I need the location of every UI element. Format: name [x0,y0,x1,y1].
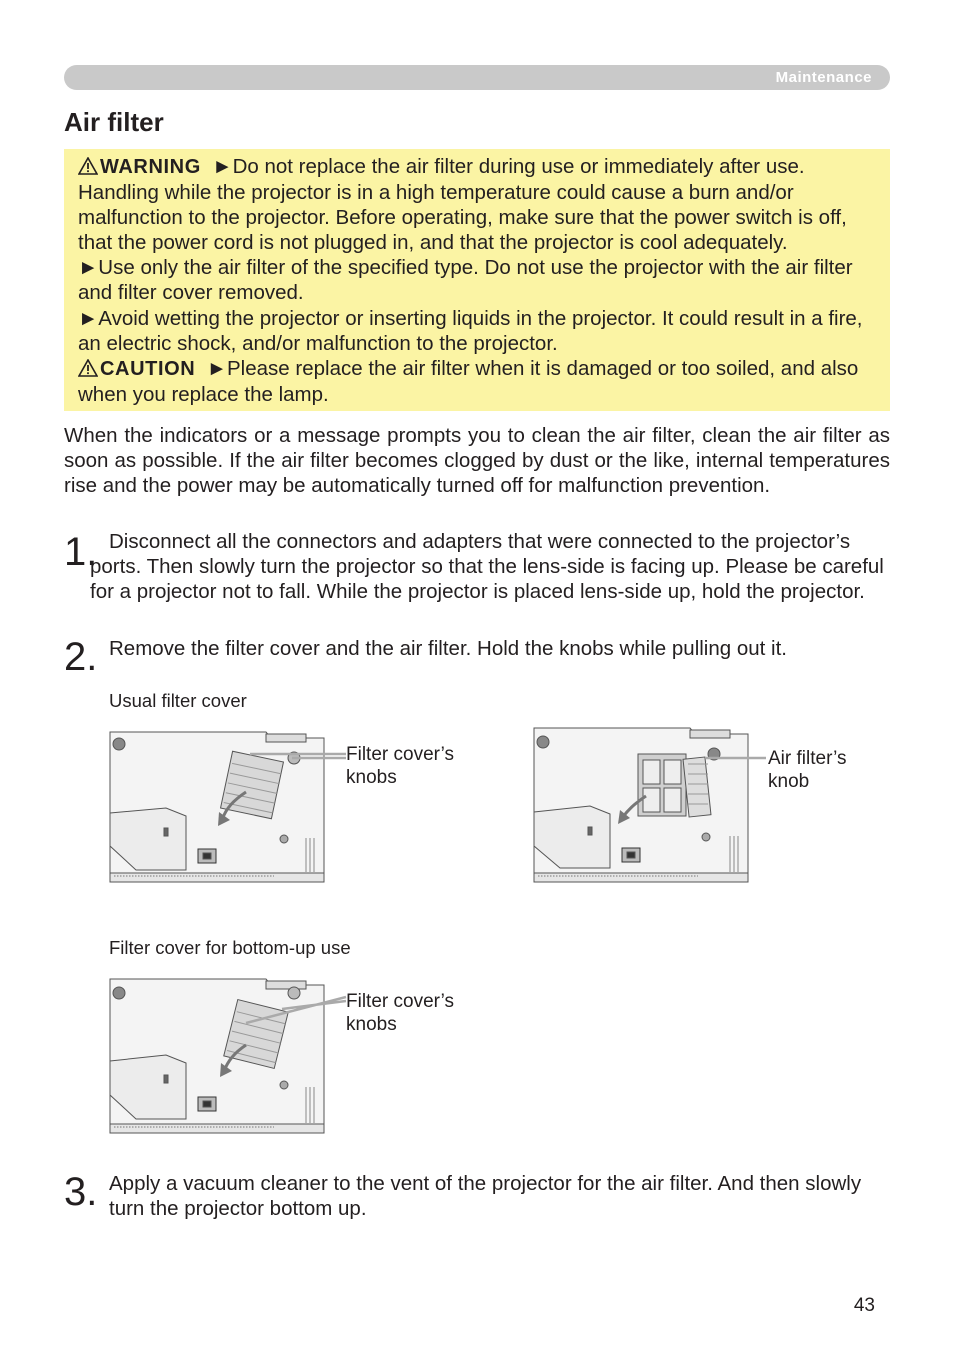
callout-filter-cover-knobs-2: Filter cover’s knobs [346,991,455,1035]
page-title: Air filter [64,107,164,137]
warning-text-2: ►Use only the air filter of the specified type. Do not use the projector with the air filter and filter cover removed. [78,256,853,305]
callout-air-filter-knob: Air filter’s knob [768,748,847,792]
section-header-bar [64,65,890,90]
step-1-text: Disconnect all the connectors and adapters that were connected to the projector’s ports. Then slowly turn the projector so that the lens-side is facing up. Please be careful for a projector not to fall. While the projector is placed lens-side up, hold the projector. [90,530,884,603]
warning-text: ►Do not replace the air filter during use or immediately after use. Handling while the projector is in a high temperature could cause a burn and/or malfunction to the projector. Before operating, make sure that the power switch is off, that the power cord is not plugged in, and that the projector is cool adequately. [78,155,847,255]
callout-filter-cover-knobs-1: Filter cover’s knobs [346,744,455,788]
warning-triangle-icon [78,157,98,175]
step-3-text: Apply a vacuum cleaner to the vent of the projector for the air filter. And then slowly turn the projector bottom up. [109,1172,862,1220]
step-2-number: 2. [64,635,98,679]
projector-bottom-diagram-usual-cover [106,728,366,894]
intro-paragraph: When the indicators or a message prompts you to clean the air filter, clean the air filter as soon as possible. If the air filter becomes clogged by dust or the like, internal temperatures rise and the power may be automatically turned off for malfunction prevention. [64,424,890,497]
warning-box [64,149,890,411]
caption-usual-filter-cover: Usual filter cover [109,690,247,711]
section-header-label: Maintenance [775,69,872,86]
step-3-number: 3. [64,1170,98,1214]
caution-paragraph [78,356,884,407]
warning-paragraph [78,154,884,255]
caption-bottom-up-filter-cover: Filter cover for bottom-up use [109,937,351,958]
caution-label: CAUTION [100,357,196,380]
projector-bottom-diagram-air-filter [530,724,770,894]
step-1-number: 1. [64,530,98,574]
caution-triangle-icon [78,359,98,377]
projector-bottom-diagram-bottom-up-cover [106,975,366,1143]
warning-text-3: ►Avoid wetting the projector or inserting liquids in the projector. It could result in a fire, an electric shock, and/or malfunction to the projector. [78,306,863,355]
page-number: 43 [853,1295,875,1316]
caution-text: ►Please replace the air filter when it is damaged or too soiled, and also when you replace the lamp. [78,356,859,406]
step-2-text: Remove the filter cover and the air filter. Hold the knobs while pulling out it. [109,637,787,660]
warning-label: WARNING [100,156,201,178]
